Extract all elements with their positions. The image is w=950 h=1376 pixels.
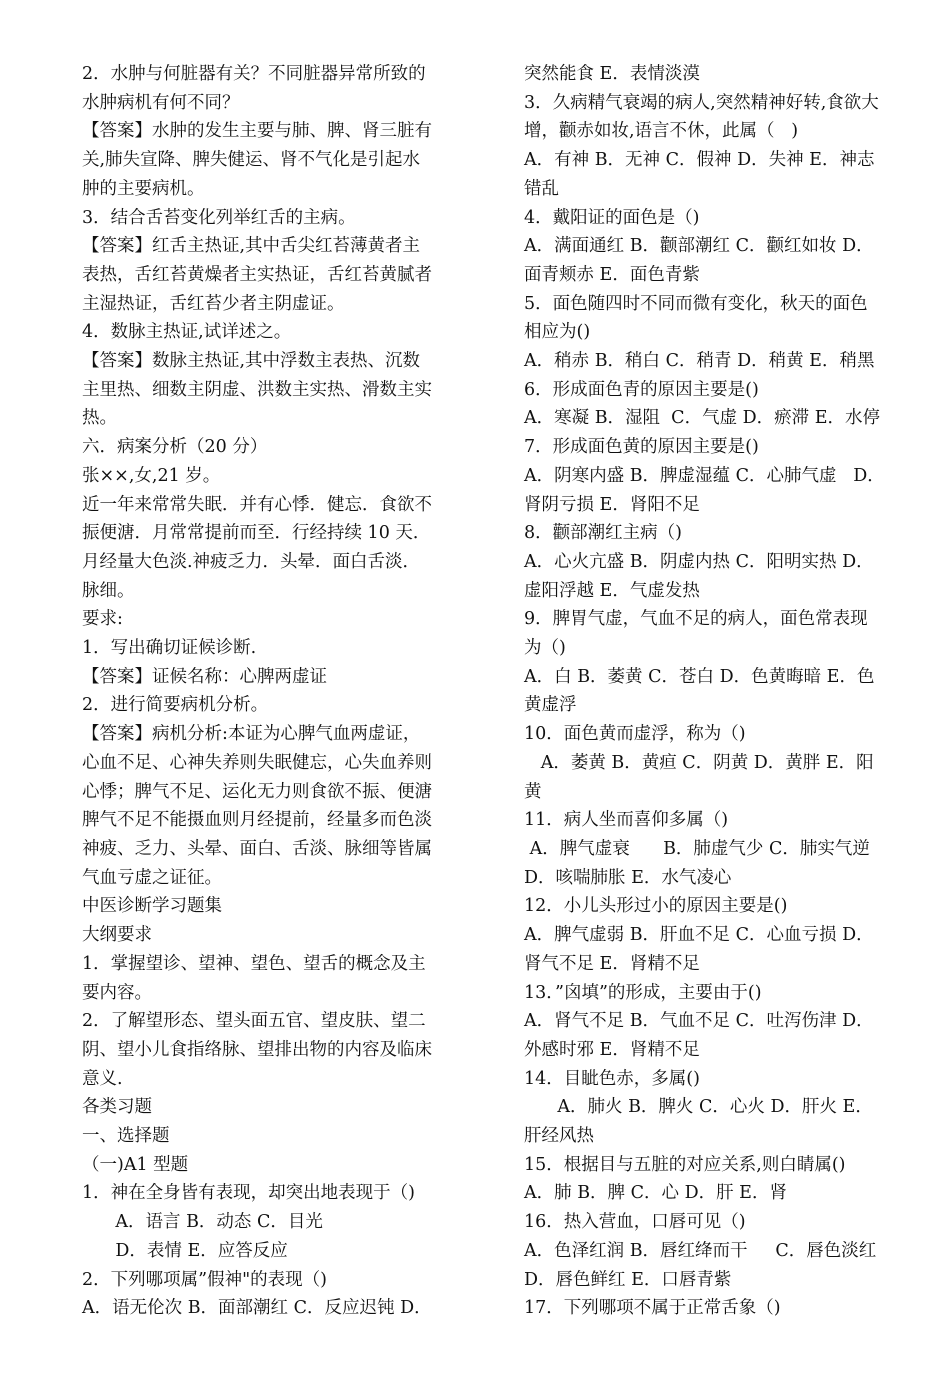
text-line: 肾气不足 E．肾精不足	[524, 953, 700, 974]
text-line: A．稍赤 B．稍白 C．稍青 D．稍黄 E．稍黑	[524, 351, 875, 372]
text-line: 相应为()	[524, 322, 591, 343]
text-line: A．色泽红润 B．唇红绛而干 C．唇色淡红	[524, 1240, 877, 1261]
text-line: 17．下列哪项不属于正常舌象（)	[524, 1298, 781, 1319]
section-heading: 各类习题	[82, 1097, 152, 1118]
text-line: 张××,女,21 岁。	[82, 465, 221, 486]
text-line: 表热，舌红苔黄燥者主实热证，舌红苔黄腻者	[82, 264, 432, 285]
text-line: 肿的主要病机。	[82, 178, 205, 199]
text-line: 热。	[82, 408, 117, 429]
section-heading: 六．病案分析（20 分）	[82, 437, 268, 458]
section-heading: 一、选择题	[82, 1126, 170, 1147]
text-line: 4．数脉主热证,试详述之。	[82, 322, 292, 343]
text-line: 【答案】红舌主热证,其中舌尖红苔薄黄者主	[82, 236, 421, 257]
text-line: 脾气不足不能摄血则月经提前，经量多而色淡	[82, 810, 432, 831]
text-line: 5．面色随四时不同而微有变化，秋天的面色	[524, 293, 868, 314]
right-column	[524, 60, 914, 1323]
text-line: 错乱	[524, 178, 559, 199]
text-line: D．唇色鲜红 E．口唇青紫	[524, 1269, 732, 1290]
text-line: A．满面通红 B．颧部潮红 C．颧红如妆 D．	[524, 236, 874, 257]
text-line: 16．热入营血，口唇可见（)	[524, 1212, 746, 1233]
text-line: A．肾气不足 B．气血不足 C．吐泻伤津 D．	[524, 1011, 874, 1032]
text-line: 近一年来常常失眠．并有心悸．健忘．食欲不	[82, 494, 432, 515]
text-line: 【答案】病机分析:本证为心脾气血两虚证，	[82, 724, 421, 745]
text-line: 7．形成面色黄的原因主要是()	[524, 437, 759, 458]
text-line: 水肿病机有何不同？	[82, 92, 240, 113]
text-line: 6．形成面色青的原因主要是()	[524, 379, 759, 400]
text-line: 增，颧赤如妆,语言不休，此属（ )	[524, 121, 799, 142]
document-title: 中医诊断学习题集	[82, 896, 222, 917]
text-line: 2．下列哪项属”假神"的表现（)	[82, 1269, 327, 1290]
text-line: 阴、望小儿食指络脉、望排出物的内容及临床	[82, 1039, 432, 1060]
text-line: 14．目眦色赤，多属()	[524, 1068, 700, 1089]
text-line: 意义.	[82, 1068, 123, 1089]
text-line: 【答案】水肿的发生主要与肺、脾、肾三脏有	[82, 121, 432, 142]
text-line: 神疲、乏力、头晕、面白、舌淡、脉细等皆属	[82, 838, 432, 859]
text-line: A．肺火 B．脾火 C．心火 D．肝火 E．	[524, 1097, 873, 1118]
text-line: 心悸；脾气不足、运化无力则食欲不振、便溏	[82, 781, 432, 802]
text-line: 要求:	[82, 609, 123, 630]
text-line: A．语言 B．动态 C．目光	[82, 1212, 323, 1233]
text-line: A．寒凝 B．湿阻 C．气虚 D．瘀滞 E．水停	[524, 408, 881, 429]
text-line: 2．水肿与何脏器有关？不同脏器异常所致的	[82, 64, 426, 84]
text-line: 虚阳浮越 E．气虚发热	[524, 580, 700, 601]
left-column	[82, 60, 470, 1323]
text-line: A．语无伦次 B．面部潮红 C．反应迟钝 D．	[82, 1298, 432, 1319]
text-line: 【答案】证候名称：心脾两虚证	[82, 666, 327, 687]
text-line: 2．了解望形态、望头面五官、望皮肤、望二	[82, 1011, 426, 1032]
text-line: 主湿热证，舌红苔少者主阴虚证。	[82, 293, 345, 314]
text-line: 为（)	[524, 638, 566, 659]
text-line: 振便溏．月常常提前而至．行经持续 10 天．	[82, 523, 431, 544]
text-line: 1．神在全身皆有表现，却突出地表现于（)	[82, 1183, 415, 1204]
text-line: A．脾气虚衰 B．肺虚气少 C．肺实气逆	[524, 838, 870, 859]
text-line: 突然能食 E．表情淡漠	[524, 64, 700, 84]
text-line: 12．小儿头形过小的原因主要是()	[524, 896, 788, 917]
text-line: 9．脾胃气虚，气血不足的病人，面色常表现	[524, 609, 868, 630]
text-line: 3．久病精气衰竭的病人,突然精神好转,食欲大	[524, 92, 879, 113]
text-line: 2．进行简要病机分析。	[82, 695, 269, 716]
text-line: 月经量大色淡.神疲乏力．头晕．面白舌淡．	[82, 551, 421, 572]
text-line: A．心火亢盛 B．阴虚内热 C．阳明实热 D．	[524, 551, 874, 572]
text-line: D．表情 E．应答反应	[82, 1240, 288, 1261]
text-line: A．白 B．萎黄 C．苍白 D．色黄晦暗 E．色	[524, 666, 875, 687]
text-line: 要内容。	[82, 982, 152, 1003]
text-line: A．阴寒内盛 B．脾虚湿蕴 C．心肺气虚 D．	[524, 465, 885, 486]
text-line: 3．结合舌苔变化列举红舌的主病。	[82, 207, 356, 228]
text-line: A．肺 B．脾 C．心 D．肝 E．肾	[524, 1183, 787, 1204]
text-line: 心血不足、心神失养则失眠健忘，心失血养则	[82, 752, 432, 773]
text-line: 1．写出确切证候诊断.	[82, 638, 257, 659]
text-line: 肾阴亏损 E．肾阳不足	[524, 494, 700, 515]
text-line: 13．”囟填”的形成，主要由于()	[524, 982, 762, 1003]
text-line: A．萎黄 B．黄疸 C．阴黄 D．黄胖 E．阳	[524, 752, 874, 773]
text-line: 气血亏虚之证征。	[82, 867, 222, 888]
text-line: 15．根据目与五脏的对应关系,则白睛属()	[524, 1154, 846, 1175]
text-line: 外感时邪 E．肾精不足	[524, 1039, 700, 1060]
text-line: 10．面色黄而虚浮，称为（)	[524, 724, 746, 745]
text-line: A．脾气虚弱 B．肝血不足 C．心血亏损 D．	[524, 925, 874, 946]
text-line: 关,肺失宣降、脾失健运、肾不气化是引起水	[82, 150, 421, 171]
section-heading: 大纲要求	[82, 925, 152, 946]
text-line: 黄虚浮	[524, 695, 577, 716]
text-line: 11．病人坐而喜仰多属（)	[524, 810, 729, 831]
section-heading: （一)A1 型题	[82, 1154, 189, 1175]
text-line: 面青颊赤 E．面色青紫	[524, 264, 700, 285]
text-line: A．有神 B．无神 C．假神 D．失神 E．神志	[524, 150, 875, 171]
text-line: 4．戴阳证的面色是（)	[524, 207, 700, 228]
text-line: 1．掌握望诊、望神、望色、望舌的概念及主	[82, 953, 426, 974]
text-line: 【答案】数脉主热证,其中浮数主表热、沉数	[82, 351, 421, 372]
text-line: 主里热、细数主阴虚、洪数主实热、滑数主实	[82, 379, 432, 400]
text-line: 黄	[524, 781, 542, 802]
text-line: 8．颧部潮红主病（)	[524, 523, 682, 544]
text-line: 肝经风热	[524, 1126, 594, 1147]
text-line: 脉细。	[82, 580, 135, 601]
text-line: D．咳喘肺胀 E．水气凌心	[524, 867, 732, 888]
